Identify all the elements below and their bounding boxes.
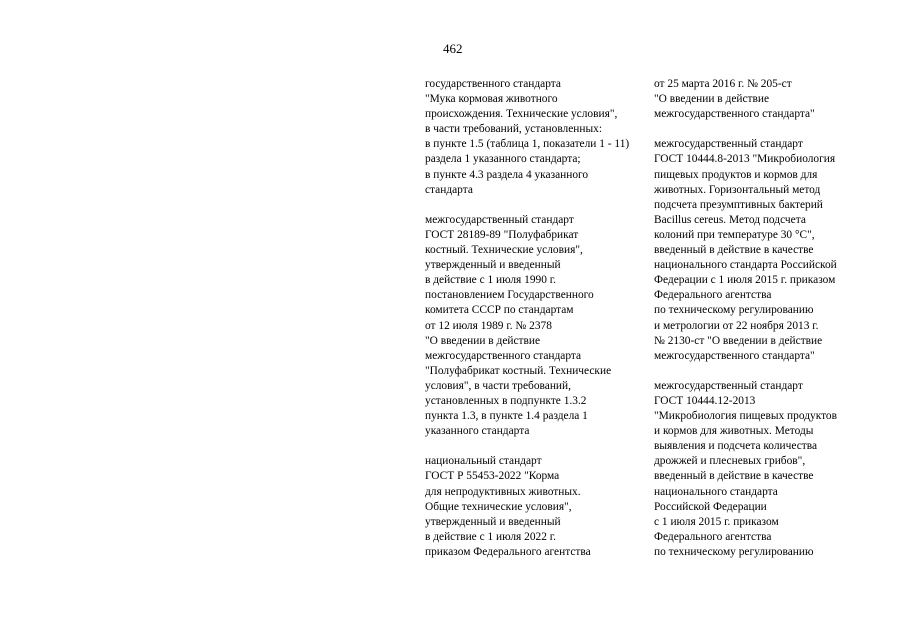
text-line: "О введении в действие [654, 93, 770, 106]
text-line: Российской Федерации [654, 500, 767, 513]
text-line: межгосударственного стандарта" [654, 108, 815, 121]
text-line: ГОСТ Р 55453-2022 "Корма [425, 470, 560, 483]
text-line: условия", в части требований, [425, 379, 571, 392]
text-line: Федерации с 1 июля 2015 г. приказом [654, 274, 836, 287]
text-line: введенный в действие в качестве [654, 470, 814, 483]
text-line: "О введении в действие [425, 334, 541, 347]
text-line: в действие с 1 июля 2022 г. [425, 530, 556, 543]
text-line: межгосударственный стандарт [425, 213, 574, 226]
right-text-column [654, 77, 894, 560]
text-line: от 25 марта 2016 г. № 205-ст [654, 78, 792, 90]
text-line: от 12 июля 1989 г. № 2378 [425, 319, 552, 332]
text-line: межгосударственного стандарта [425, 349, 582, 362]
text-line: утвержденный и введенный [425, 515, 561, 528]
text-line: в пункте 1.5 (таблица 1, показатели 1 - 11) [425, 138, 630, 151]
text-line: раздела 1 указанного стандарта; [425, 153, 581, 166]
text-line: национального стандарта Российской [654, 259, 837, 272]
text-line: межгосударственный стандарт [654, 138, 803, 151]
text-line: по техническому регулированию [654, 545, 814, 558]
text-line: установленных в подпункте 1.3.2 [425, 394, 587, 407]
text-line: с 1 июля 2015 г. приказом [654, 515, 779, 528]
text-line: "Мука кормовая животного [425, 93, 558, 106]
text-line: выявления и подсчета количества [654, 440, 818, 453]
text-line: Общие технические условия", [425, 500, 572, 513]
text-line: стандарта [425, 183, 473, 196]
text-line: межгосударственный стандарт [654, 379, 803, 392]
text-line: ГОСТ 10444.8-2013 "Микробиология [654, 153, 836, 166]
text-line: и кормов для животных. Методы [654, 425, 814, 438]
text-line: ГОСТ 28189-89 "Полуфабрикат [425, 228, 579, 241]
text-line: дрожжей и плесневых грибов", [654, 455, 806, 468]
text-line: по техническому регулированию [654, 304, 814, 317]
left-text-column [425, 77, 651, 560]
text-line: № 2130-ст "О введении в действие [654, 334, 823, 347]
text-line: национальный стандарт [425, 455, 542, 468]
text-line: межгосударственного стандарта" [654, 349, 815, 362]
text-line: утвержденный и введенный [425, 259, 561, 272]
text-line: "Микробиология пищевых продуктов [654, 410, 837, 423]
text-line: комитета СССР по стандартам [425, 304, 574, 317]
text-line [654, 122, 894, 137]
text-line: Федерального агентства [654, 289, 772, 302]
text-line: в действие с 1 июля 1990 г. [425, 274, 556, 287]
text-line: национального стандарта [654, 485, 778, 498]
text-line: Федерального агентства [654, 530, 772, 543]
text-line: пункта 1.3, в пункте 1.4 раздела 1 [425, 410, 588, 423]
text-line: происхождения. Технические условия", [425, 108, 618, 121]
text-line: пищевых продуктов и кормов для [654, 168, 818, 181]
text-line: ГОСТ 10444.12-2013 [654, 394, 756, 407]
text-line: костный. Технические условия", [425, 244, 583, 257]
text-line: указанного стандарта [425, 425, 530, 438]
text-line: государственного стандарта [425, 78, 561, 90]
text-line [425, 439, 651, 454]
text-line: приказом Федерального агентства [425, 545, 591, 558]
text-line: подсчета презумптивных бактерий [654, 198, 823, 211]
text-line [425, 198, 651, 213]
text-line: постановлением Государственного [425, 289, 594, 302]
text-line: для непродуктивных животных. [425, 485, 581, 498]
text-line: Bacillus cereus. Метод подсчета [654, 213, 806, 226]
text-line: животных. Горизонтальный метод [654, 183, 821, 196]
text-line [654, 364, 894, 379]
text-line: и метрологии от 22 ноября 2013 г. [654, 319, 819, 332]
page-number: 462 [443, 41, 463, 56]
text-line: введенный в действие в качестве [654, 244, 814, 257]
text-line: в пункте 4.3 раздела 4 указанного [425, 168, 589, 181]
text-line: в части требований, установленных: [425, 123, 602, 136]
text-line: "Полуфабрикат костный. Технические [425, 364, 612, 377]
text-line: колоний при температуре 30 °С", [654, 228, 815, 241]
